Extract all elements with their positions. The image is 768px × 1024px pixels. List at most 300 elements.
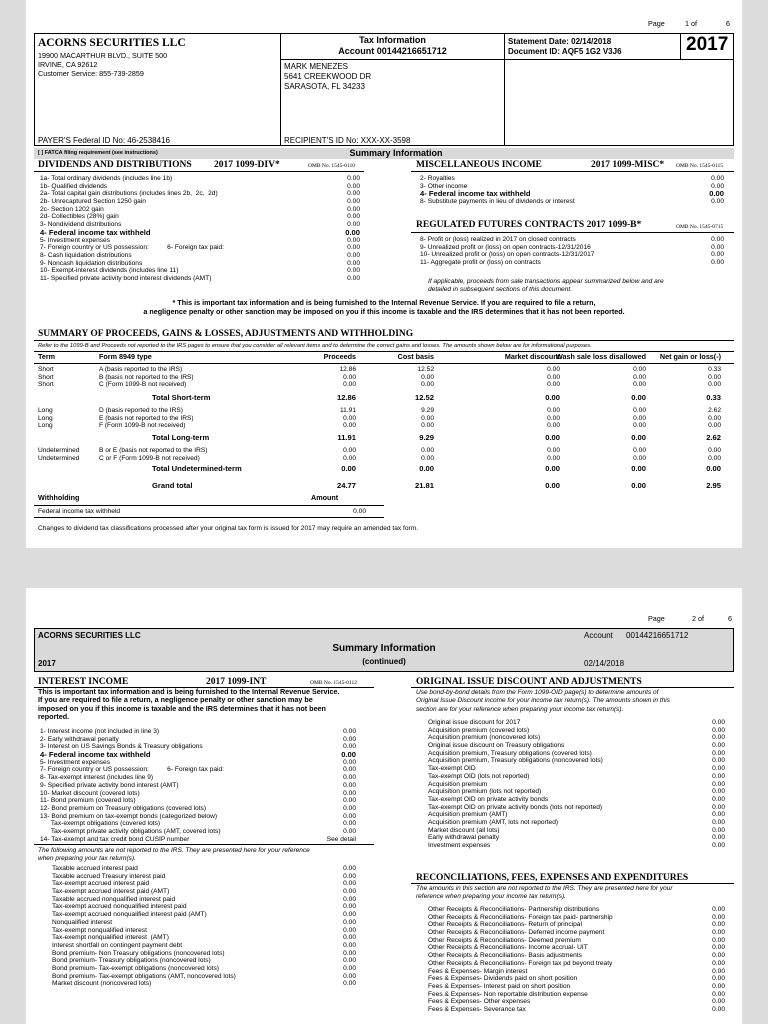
oid-row xyxy=(428,796,725,804)
tax-info-title: Tax Information xyxy=(359,35,426,45)
proceeds-total-wash: 0.00 xyxy=(631,433,646,442)
dividend-row-label: 2c- Section 1202 gain xyxy=(40,205,104,213)
proceeds-form-type: B or E (basis not reported to the IRS) xyxy=(99,447,208,454)
proceeds-form-type: E (basis not reported to the IRS) xyxy=(99,414,194,422)
proceeds-proceeds: 0.00 xyxy=(343,447,356,454)
oid-row xyxy=(428,734,725,742)
proceeds-note: Refer to the 1099-B and Proceeds not reported to the IRS pages to ensure that you consider all relevant items and to determine the correct gains and losses. The amounts shown below are for informational purposes. xyxy=(38,343,592,349)
interest-row xyxy=(40,759,356,767)
reconciliation-row xyxy=(428,1006,725,1014)
interest-omb: OMB No. 1545-0112 xyxy=(310,680,358,686)
rfc-row xyxy=(420,251,724,259)
tax-year: 2017 xyxy=(686,34,729,55)
not-reported-row xyxy=(52,942,356,950)
tax-year: 2017 xyxy=(38,659,56,668)
interest-title: INTEREST INCOME xyxy=(38,677,129,687)
reconciliation-row-label: Other Receipts & Reconciliations- Deferred income payment xyxy=(428,929,605,937)
interest-row-label: 5- Investment expenses xyxy=(40,758,111,766)
not-reported-row-label: Tax-exempt nonqualified interest xyxy=(52,926,147,934)
changes-note: Changes to dividend tax classifications processed after your original tax form is issued for 2017 may require an amended tax form. xyxy=(38,525,419,532)
reconciliation-row xyxy=(428,991,725,999)
rfc-rows xyxy=(420,236,724,267)
proceeds-term: Short xyxy=(38,373,54,381)
dividend-row-value: 0.00 xyxy=(347,236,360,244)
not-reported-row xyxy=(52,873,356,881)
dividend-row-value: 0.00 xyxy=(347,182,360,190)
page-number: 1 of xyxy=(685,19,697,28)
proceeds-market: 0.00 xyxy=(547,414,560,422)
irs-notice-line2: a negligence penalty or other sanction may be imposed on you if this income is taxable and the IRS determines that it has not been reported. xyxy=(143,307,625,316)
interest-row-value: 0.00 xyxy=(343,766,356,774)
statement-date: 02/14/2018 xyxy=(584,659,625,668)
not-reported-row xyxy=(52,934,356,942)
misc-row-label: 8- Substitute payments in lieu of dividends or interest xyxy=(420,198,575,206)
not-reported-row xyxy=(52,950,356,958)
dividend-row xyxy=(40,213,360,221)
reconciliation-row-label: Fees & Expenses- Severance tax xyxy=(428,1005,526,1013)
dividends-title: DIVIDENDS AND DISTRIBUTIONS xyxy=(38,160,192,170)
rfc-row-value: 0.00 xyxy=(711,243,724,251)
dividend-row-label: 5- Investment expenses xyxy=(40,236,111,244)
interest-row-value: 0.00 xyxy=(343,812,356,820)
header-net-gain: Net gain or loss(-) xyxy=(659,352,721,361)
interest-row-label: 4- Federal income tax withheld xyxy=(40,750,151,760)
proceeds-proceeds: 0.00 xyxy=(343,422,356,430)
reconciliation-row-label: Fees & Expenses- Margin interest xyxy=(428,967,528,975)
not-reported-row-value: 0.00 xyxy=(343,980,356,988)
reconciliation-row-value: 0.00 xyxy=(712,990,725,998)
proceeds-total-label: Total Short-term xyxy=(152,393,211,402)
dividend-row-label: 1b- Qualified dividends xyxy=(40,182,108,190)
dividend-row-value: 0.00 xyxy=(347,221,360,229)
summary-info-title: Summary Information xyxy=(349,148,443,158)
proceeds-net: 0.00 xyxy=(708,454,721,462)
misc-row xyxy=(420,175,724,183)
payer-address-line2: IRVINE, CA 92612 xyxy=(38,60,98,69)
reconciliation-row xyxy=(428,944,725,952)
interest-row-label: 2- Early withdrawal penalty xyxy=(40,735,119,743)
header-cost-basis: Cost basis xyxy=(397,352,434,361)
amount-label: Amount xyxy=(311,493,339,502)
oid-row-value: 0.00 xyxy=(712,726,725,734)
oid-row-label: Original issue discount for 2017 xyxy=(428,719,521,726)
interest-row-label: 14- Tax-exempt and tax credit bond CUSIP number xyxy=(40,835,190,843)
dividend-row xyxy=(40,244,360,252)
interest-row-value: 0.00 xyxy=(343,758,356,766)
account-number: 00144216651712 xyxy=(626,631,689,640)
not-reported-row xyxy=(52,980,356,988)
proceeds-total-market: 0.00 xyxy=(545,433,560,442)
proceeds-market: 0.00 xyxy=(547,454,560,462)
proceeds-proceeds: 0.00 xyxy=(343,381,356,389)
interest-form: 2017 1099-INT xyxy=(206,677,267,687)
oid-row xyxy=(428,811,725,819)
proceeds-market: 0.00 xyxy=(547,381,560,389)
oid-row-value: 0.00 xyxy=(712,734,725,742)
interest-row xyxy=(40,813,356,821)
dividend-row xyxy=(40,260,360,268)
proceeds-net: 0.00 xyxy=(708,381,721,389)
oid-row-value: 0.00 xyxy=(712,765,725,773)
dividend-row xyxy=(40,198,360,206)
reconciliation-row xyxy=(428,975,725,983)
document-id: Document ID: AQF5 1G2 V3J6 xyxy=(508,47,622,56)
not-reported-note xyxy=(38,847,310,864)
not-reported-row xyxy=(52,965,356,973)
interest-row-label: 9- Specified private activity bond interest (AMT) xyxy=(40,781,179,789)
reconciliation-row xyxy=(428,960,725,968)
company-name: ACORNS SECURITIES LLC xyxy=(38,631,141,640)
interest-row xyxy=(40,836,356,844)
oid-row xyxy=(428,750,725,758)
interest-row-label: 11- Bond premium (covered lots) xyxy=(40,797,136,805)
reconciliation-row xyxy=(428,952,725,960)
oid-row xyxy=(428,727,725,735)
oid-row-value: 0.00 xyxy=(712,788,725,796)
not-reported-row-label: Bond premium- Tax-exempt obligations (AMT, noncovered lots) xyxy=(52,972,236,980)
interest-row xyxy=(40,736,356,744)
reconciliation-row-value: 0.00 xyxy=(712,906,725,913)
reconciliation-row-value: 0.00 xyxy=(712,936,725,944)
reconciliation-row-value: 0.00 xyxy=(712,975,725,983)
proceeds-total-net: 2.95 xyxy=(706,481,721,490)
misc-row-value: 0.00 xyxy=(711,198,724,206)
oid-row xyxy=(428,765,725,773)
not-reported-row-value: 0.00 xyxy=(343,957,356,965)
page-label: Page xyxy=(648,19,665,28)
proceeds-cost: 12.52 xyxy=(417,366,434,373)
dividends-omb: OMB No. 1545-0110 xyxy=(308,163,356,169)
proceeds-cost: 0.00 xyxy=(421,373,434,381)
header-term: Term xyxy=(38,352,56,361)
oid-note-line: Original Issue Discount income for your income tax return(s). The amounts shown in this xyxy=(416,697,670,705)
interest-row-label: Tax-exempt private activity obligations (AMT, covered lots) xyxy=(40,827,221,835)
proceeds-proceeds: 11.91 xyxy=(339,407,356,414)
reconciliation-row xyxy=(428,937,725,945)
proceeds-total-proceeds: 11.91 xyxy=(337,433,356,442)
proceeds-form-type: C or F (Form 1099-B not received) xyxy=(99,454,200,462)
dividend-row-value: 0.00 xyxy=(347,274,360,282)
misc-row-label: 4- Federal income tax withheld xyxy=(420,189,531,199)
interest-row-value: See detail xyxy=(326,835,356,843)
not-reported-row-value: 0.00 xyxy=(343,926,356,934)
proceeds-total-label: Total Long-term xyxy=(152,433,210,442)
reconciliation-row-label: Other Receipts & Reconciliations- Income accrual- UIT xyxy=(428,944,588,952)
not-reported-row xyxy=(52,865,356,873)
payer-company: ACORNS SECURITIES LLC xyxy=(38,37,186,49)
proceeds-proceeds: 0.00 xyxy=(343,373,356,381)
proceeds-total-proceeds: 12.86 xyxy=(336,393,356,402)
oid-row-value: 0.00 xyxy=(712,842,725,849)
reconciliation-row-value: 0.00 xyxy=(712,913,725,921)
oid-row-value: 0.00 xyxy=(712,772,725,780)
header-proceeds: Proceeds xyxy=(323,352,356,361)
not-reported-row-label: Tax-exempt accrued nonqualified interest paid xyxy=(52,903,187,911)
continued-label: (continued) xyxy=(362,657,406,666)
interest-row-value: 0.00 xyxy=(343,735,356,743)
not-reported-row xyxy=(52,880,356,888)
interest-row xyxy=(40,797,356,805)
oid-row-value: 0.00 xyxy=(712,811,725,819)
rfc-note-line1: If applicable, proceeds from sale transactions appear summarized below and are xyxy=(428,278,664,285)
dividend-row-value: 0.00 xyxy=(347,190,360,198)
oid-row xyxy=(428,834,725,842)
reconciliations-title: RECONCILIATIONS, FEES, EXPENSES AND EXPENDITURES xyxy=(416,873,689,883)
reconciliation-row xyxy=(428,998,725,1006)
dividend-row-value: 0.00 xyxy=(347,244,360,252)
oid-row-label: Market discount (all lots) xyxy=(428,826,500,834)
interest-row-label: 12- Bond premium on Treasury obligations (covered lots) xyxy=(40,804,207,812)
reconciliation-row-value: 0.00 xyxy=(712,982,725,990)
reconciliation-row-value: 0.00 xyxy=(712,998,725,1006)
misc-row-value: 0.00 xyxy=(711,182,724,190)
proceeds-market: 0.00 xyxy=(547,422,560,430)
reconciliation-row xyxy=(428,906,725,914)
reconciliations-note-line: reference when preparing your income tax return(s). xyxy=(416,893,566,901)
interest-row-label: 13- Bond premium on tax-exempt bonds (categorized below) xyxy=(40,812,218,820)
dividend-row xyxy=(40,252,360,260)
oid-note-line: section are for your reference when preparing your income tax return(s). xyxy=(416,705,624,713)
dividend-row-value: 0.00 xyxy=(345,227,360,237)
interest-row-label: 10- Market discount (covered lots) xyxy=(40,789,140,797)
misc-form: 2017 1099-MISC* xyxy=(591,160,665,170)
page-total: 6 xyxy=(728,614,732,623)
oid-rows xyxy=(428,719,725,850)
oid-row-label: Acquisition premium (covered lots) xyxy=(428,726,530,734)
reconciliation-row-label: Fees & Expenses- Interest paid on short position xyxy=(428,982,571,990)
proceeds-cost: 0.00 xyxy=(421,454,434,462)
rfc-row-value: 0.00 xyxy=(711,236,724,243)
reconciliation-row-value: 0.00 xyxy=(712,1005,725,1013)
page-total: 6 xyxy=(726,19,730,28)
dividend-row-value: 0.00 xyxy=(347,259,360,267)
oid-row-value: 0.00 xyxy=(712,834,725,842)
not-reported-row-value: 0.00 xyxy=(343,888,356,896)
rfc-row-label: 8- Profit or (loss) realized in 2017 on closed contracts xyxy=(420,236,576,243)
not-reported-row-label: Interest shortfall on contingent payment debt xyxy=(52,941,183,949)
reconciliation-row xyxy=(428,921,725,929)
not-reported-row-label: Bond premium- Treasury obligations (noncovered lots) xyxy=(52,957,211,965)
interest-row-label: Tax-exempt obligations (covered lots) xyxy=(40,820,161,828)
reconciliations-rows xyxy=(428,906,725,1014)
dividend-row-value: 0.00 xyxy=(347,251,360,259)
reconciliation-row-label: Other Receipts & Reconciliations- Deemed premium xyxy=(428,936,581,944)
oid-row-value: 0.00 xyxy=(712,818,725,826)
proceeds-total-label: Total Undetermined-term xyxy=(152,464,242,473)
oid-row-value: 0.00 xyxy=(712,719,725,726)
dividend-row-label: 11- Specified private activity bond interest dividends (AMT) xyxy=(40,274,212,282)
not-reported-row-label: Market discount (noncovered lots) xyxy=(52,980,152,988)
dividend-row-value: 0.00 xyxy=(347,205,360,213)
oid-row xyxy=(428,757,725,765)
interest-row-label: 3- Interest on US Savings Bonds & Treasury obligations xyxy=(40,743,203,751)
not-reported-row-label: Bond premium- Non Treasury obligations (noncovered lots) xyxy=(52,949,225,957)
proceeds-wash: 0.00 xyxy=(633,373,646,381)
dividend-row-label: 2b- Unrecaptured Section 1250 gain xyxy=(40,198,146,206)
reconciliation-row-value: 0.00 xyxy=(712,959,725,967)
not-reported-row-value: 0.00 xyxy=(343,964,356,972)
reconciliation-row-value: 0.00 xyxy=(712,967,725,975)
not-reported-row xyxy=(52,888,356,896)
rfc-row-label: 10- Unrealized profit or (loss) on open contracts-12/31/2017 xyxy=(420,251,595,259)
not-reported-row-label: Tax-exempt accrued interest paid (AMT) xyxy=(52,888,170,896)
rfc-row-value: 0.00 xyxy=(711,251,724,259)
interest-notice xyxy=(38,688,340,721)
header-market-discount: Market discount xyxy=(504,352,560,361)
oid-row-value: 0.00 xyxy=(712,742,725,750)
dividend-row xyxy=(40,190,360,198)
reconciliation-row xyxy=(428,968,725,976)
oid-row xyxy=(428,842,725,850)
tax-form-page-2 xyxy=(26,588,742,1024)
proceeds-cost: 0.00 xyxy=(421,422,434,430)
proceeds-term: Long xyxy=(38,407,53,414)
recipient-name: MARK MENEZES xyxy=(284,62,349,71)
not-reported-row-value: 0.00 xyxy=(343,865,356,872)
interest-row-value: 0.00 xyxy=(341,750,356,760)
not-reported-row-value: 0.00 xyxy=(343,895,356,903)
proceeds-form-type: B (basis not reported to the IRS) xyxy=(99,373,194,381)
proceeds-total-cost: 21.81 xyxy=(414,481,434,490)
misc-row xyxy=(420,190,724,198)
recipient-address-line2: SARASOTA, FL 34233 xyxy=(284,82,365,91)
not-reported-row xyxy=(52,927,356,935)
proceeds-form-type: F (Form 1099-B not received) xyxy=(99,422,186,430)
misc-title: MISCELLANEOUS INCOME xyxy=(416,160,542,170)
proceeds-proceeds: 0.00 xyxy=(343,454,356,462)
not-reported-row-value: 0.00 xyxy=(343,872,356,880)
interest-row-label: 8- Tax-exempt interest (includes line 9) xyxy=(40,774,154,782)
withholding-label: Withholding xyxy=(38,493,80,502)
oid-row-value: 0.00 xyxy=(712,803,725,811)
proceeds-form-type: D (basis reported to the IRS) xyxy=(99,407,183,414)
misc-row-value: 0.00 xyxy=(709,189,724,199)
dividend-row xyxy=(40,275,360,283)
not-reported-row xyxy=(52,903,356,911)
proceeds-total-market: 0.00 xyxy=(545,464,560,473)
irs-notice-line1: * This is important tax information and is being furnished to the Internal Revenue Service. If you are required to file a return, xyxy=(172,298,596,307)
interest-row-label: 1- Interest income (not included in line 3) xyxy=(40,728,160,735)
proceeds-wash: 0.00 xyxy=(633,447,646,454)
fatca-checkbox: [ ] FATCA filing requirement (see instructions) xyxy=(38,150,158,156)
oid-row xyxy=(428,804,725,812)
oid-row-label: Tax-exempt OID on private activity bonds (lots not reported) xyxy=(428,803,603,811)
oid-row-value: 0.00 xyxy=(712,749,725,757)
not-reported-note-line: when preparing your tax return(s). xyxy=(38,855,136,863)
interest-row-value: 0.00 xyxy=(343,781,356,789)
proceeds-total-market: 0.00 xyxy=(545,393,560,402)
dividends-form: 2017 1099-DIV* xyxy=(214,160,280,170)
proceeds-wash: 0.00 xyxy=(633,414,646,422)
misc-omb: OMB No. 1545-0115 xyxy=(676,163,724,169)
reconciliation-row-label: Other Receipts & Reconciliations- Basis adjustments xyxy=(428,952,582,960)
dividend-row-label: 4- Federal income tax withheld xyxy=(40,227,151,237)
interest-notice-line: If you are required to file a return, a negligence penalty or other sanction may be xyxy=(38,695,313,705)
proceeds-proceeds: 12.86 xyxy=(339,366,356,373)
not-reported-note-line: The following amounts are not reported to the IRS. They are presented here for your reference xyxy=(38,847,310,854)
oid-row-value: 0.00 xyxy=(712,757,725,765)
proceeds-form-type: A (basis reported to the IRS) xyxy=(99,366,183,373)
rfc-row xyxy=(420,244,724,252)
summary-info-title: Summary Information xyxy=(332,643,436,654)
fed-withheld-label: Federal income tax withheld xyxy=(38,508,121,515)
fed-withheld-value: 0.00 xyxy=(353,508,366,515)
dividend-row-value: 0.00 xyxy=(347,267,360,275)
not-reported-row-value: 0.00 xyxy=(343,918,356,926)
dividend-row-value: 0.00 xyxy=(347,213,360,221)
proceeds-term: Undetermined xyxy=(38,454,80,462)
oid-row xyxy=(428,773,725,781)
oid-row-label: Acquisition premium (AMT, lots not reported) xyxy=(428,818,559,826)
account-number: Account 00144216651712 xyxy=(338,46,447,56)
dividend-row-label: 2a- Total capital gain distributions (includes lines 2b, 2c, 2d) xyxy=(40,190,218,198)
reconciliation-row xyxy=(428,983,725,991)
oid-title: ORIGINAL ISSUE DISCOUNT AND ADJUSTMENTS xyxy=(416,677,642,687)
not-reported-row-value: 0.00 xyxy=(343,903,356,911)
reconciliation-row-label: Other Receipts & Reconciliations- Foreign tax paid- partnership xyxy=(428,913,613,921)
proceeds-market: 0.00 xyxy=(547,373,560,381)
interest-row xyxy=(40,790,356,798)
interest-row xyxy=(40,828,356,836)
customer-service: Customer Service: 855-739-2859 xyxy=(38,69,144,78)
reconciliation-row-label: Other Receipts & Reconciliations- Return of principal xyxy=(428,921,582,929)
oid-note-line: Use bond-by-bond details from the Form 1099-OID page(s) to determine amounts of xyxy=(416,689,659,696)
dividend-row-label: 7- Foreign country or US possession: 6- Foreign tax paid: xyxy=(40,244,224,252)
interest-notice-line: imposed on you if this income is taxable and the IRS determines that it has not been xyxy=(38,703,326,713)
proceeds-form-type: C (Form 1099-B not received) xyxy=(99,381,187,389)
interest-row-label: 7- Foreign country or US possession: 6- Foreign tax paid: xyxy=(40,766,224,774)
page-label: Page xyxy=(648,614,665,623)
not-reported-row xyxy=(52,919,356,927)
reconciliation-row-label: Other Receipts & Reconciliations- Partnership distributions xyxy=(428,906,600,913)
proceeds-total-wash: 0.00 xyxy=(631,464,646,473)
proceeds-market: 0.00 xyxy=(547,447,560,454)
not-reported-row-label: Bond premium- Tax-exempt obligations (noncovered lots) xyxy=(52,964,220,972)
interest-row xyxy=(40,782,356,790)
oid-row-label: Acquisition premium, Treasury obligations (noncovered lots) xyxy=(428,757,603,765)
reconciliation-row-label: Other Receipts & Reconciliations- Foreign tax pd beyond treaty xyxy=(428,959,613,967)
not-reported-row-value: 0.00 xyxy=(343,949,356,957)
not-reported-rows xyxy=(52,865,356,988)
proceeds-total-cost: 12.52 xyxy=(414,393,434,402)
dividend-row xyxy=(40,206,360,214)
dividend-row xyxy=(40,183,360,191)
reconciliation-row-label: Fees & Expenses- Dividends paid on short position xyxy=(428,975,578,983)
proceeds-wash: 0.00 xyxy=(633,366,646,373)
not-reported-row-label: Tax-exempt accrued interest paid xyxy=(52,880,150,888)
misc-rows xyxy=(420,175,724,206)
not-reported-row-value: 0.00 xyxy=(343,880,356,888)
dividend-row xyxy=(40,229,360,237)
reconciliation-row-value: 0.00 xyxy=(712,921,725,929)
oid-row-label: Acquisition premium xyxy=(428,780,488,788)
rfc-row-label: 9- Unrealized profit or (loss) on open contracts-12/31/2016 xyxy=(420,243,591,251)
misc-row xyxy=(420,198,724,206)
interest-notice-line: reported. xyxy=(38,711,70,721)
oid-row-label: Acquisition premium, Treasury obligations (covered lots) xyxy=(428,749,592,757)
rfc-omb: OMB No. 1545-0715 xyxy=(676,224,724,230)
misc-row-value: 0.00 xyxy=(711,175,724,182)
proceeds-net: 0.00 xyxy=(708,447,721,454)
proceeds-total-wash: 0.00 xyxy=(631,393,646,402)
proceeds-total-cost: 9.29 xyxy=(419,433,434,442)
oid-row xyxy=(428,819,725,827)
not-reported-row xyxy=(52,973,356,981)
reconciliation-row-label: Fees & Expenses- Non reportable distribution expense xyxy=(428,990,588,998)
rfc-title: REGULATED FUTURES CONTRACTS 2017 1099-B* xyxy=(416,220,642,230)
proceeds-wash: 0.00 xyxy=(633,407,646,414)
dividend-row xyxy=(40,175,360,183)
